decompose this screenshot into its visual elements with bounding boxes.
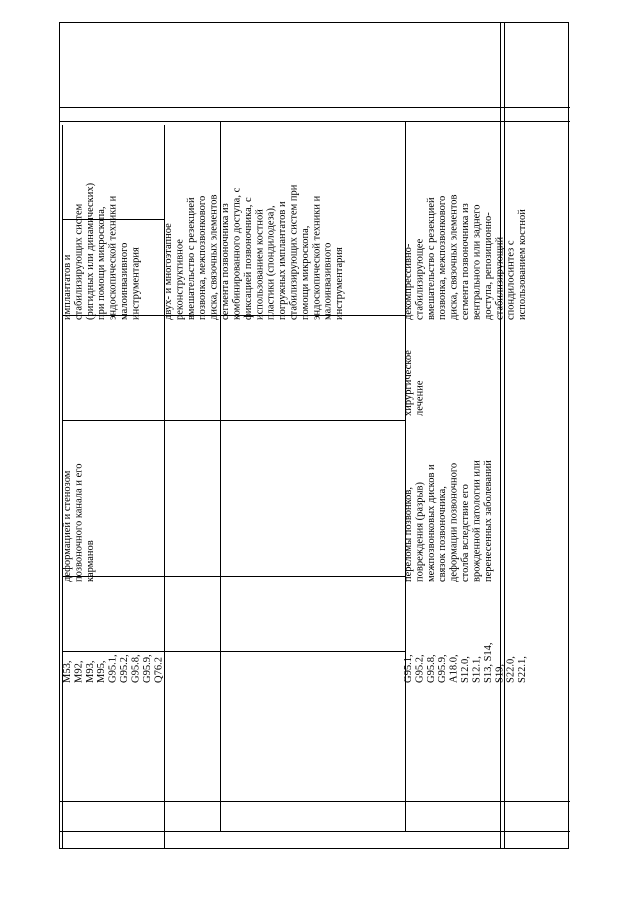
method-cell: имплантатов и стабилизирующих систем (ригидных или динамических) при помощи микроскопа, эндоскопической техники и малоинвазивного инструментария <box>62 182 142 320</box>
codes-cell: M53, M92, M93, M95, G95.1, G95.2, G95.8, G95.9, Q76.2 <box>62 654 165 683</box>
treatment-type-cell: хирургическое лечение <box>403 350 426 416</box>
diagnosis-cell: переломы позвонков, повреждения (разрыв) межпозвонковых дисков и связок позвоночника, деформации позвоночного столба вследствие его врожденной патологии или перенесенных заболеваний <box>403 460 494 582</box>
method-cell: двух- и многоэтапное реконструктивное вмешательство с резекцией позвонка, межпозвонкового диска, связочных элементов сегмента позвоночника из комбинированного доступа, с фиксацией позвоночника, с использованием костной пластики (спондилодеза), погружных имплантатов и стабилизирующих систем при помощи микроскопа, эндоскопической техники и малоинвазивного инструментария <box>163 184 346 320</box>
row-divider <box>60 831 570 832</box>
method-cell: декомпрессивно- стабилизирующее вмешательство с резекцией позвонка, межпозвонкового диска, связочных элементов сегмента позвоночника из вентрального или заднего доступа, репозиционно- стабилизирующий спондилосинтез с использованием костной <box>403 194 529 320</box>
row-divider <box>62 576 405 577</box>
diagnosis-cell: деформацией и стенозом позвоночного канала и его карманов <box>62 463 96 582</box>
row-divider <box>60 107 570 108</box>
treatment-type-cell <box>62 318 98 414</box>
codes-cell: G95.1, G95.2, G95.8, G95.9, A18.0, S12.0, S12.1, S13, S14, S19, S22.0, S22.1, <box>403 642 529 683</box>
row-divider <box>60 801 570 802</box>
row-divider <box>62 420 405 421</box>
